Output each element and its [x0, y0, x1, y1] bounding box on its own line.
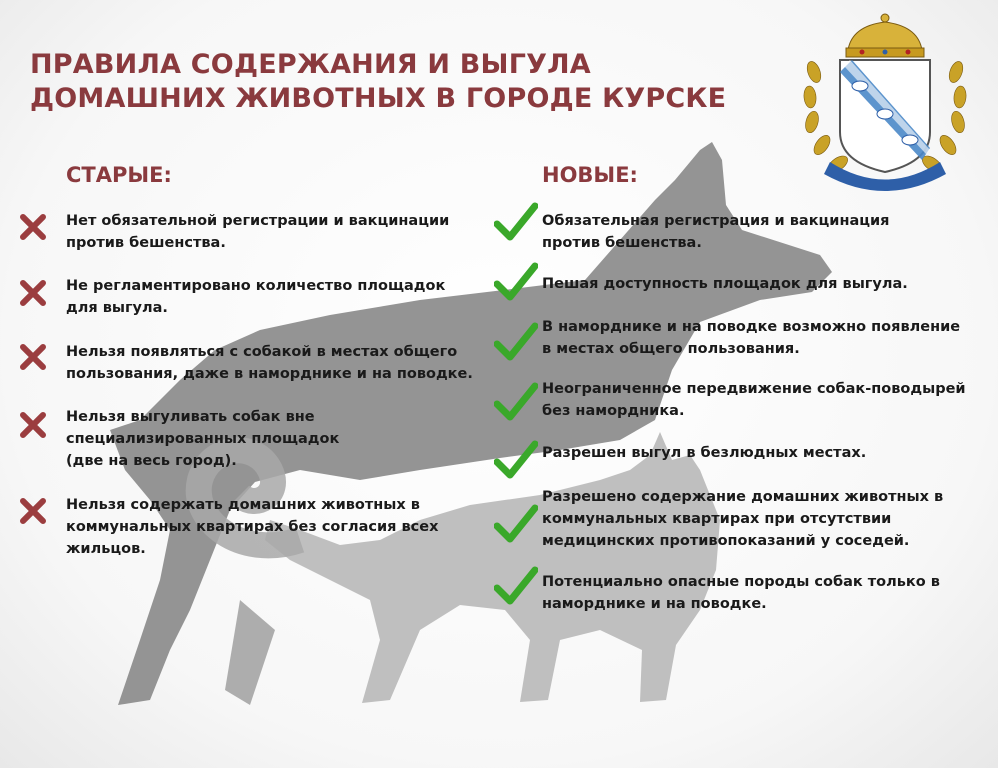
old-rules-heading: СТАРЫЕ:	[66, 163, 172, 187]
old-rule-item: Не регламентировано количество площадок для выгула.	[66, 278, 446, 316]
cross-icon	[18, 278, 48, 308]
cross-icon	[18, 342, 48, 372]
crown	[846, 14, 924, 57]
new-rule-item: Разрешен выгул в безлюдных местах.	[542, 445, 867, 461]
check-icon	[494, 202, 538, 242]
check-icon	[494, 262, 538, 302]
cross-icon	[18, 410, 48, 440]
dog-leg	[225, 600, 275, 705]
check-icon	[494, 440, 538, 480]
new-rule-item: В наморднике и на поводке возможно появление в местах общего пользования.	[542, 319, 961, 357]
new-rule-item: Обязательная регистрация и вакцинация против бешенства.	[542, 213, 890, 251]
old-rule-item: Нет обязательной регистрации и вакцинации против бешенства.	[66, 213, 450, 251]
cross-icon	[18, 212, 48, 242]
new-rule-item: Разрешено содержание домашних животных в коммунальных квартирах при отсутствии медицинских противопоказаний у соседей.	[542, 489, 944, 549]
kursk-coat-of-arms	[800, 12, 970, 202]
title-line-1: ПРАВИЛА СОДЕРЖАНИЯ И ВЫГУЛА	[30, 49, 591, 80]
old-rule-item: Нельзя выгуливать собак вне специализированных площадок (две на весь город).	[66, 409, 340, 469]
check-icon	[494, 382, 538, 422]
title-line-2: ДОМАШНИХ ЖИВОТНЫХ В ГОРОДЕ КУРСКЕ	[30, 83, 727, 114]
new-rule-item: Неограниченное передвижение собак-поводырей без намордника.	[542, 381, 966, 419]
old-rule-item: Нельзя появляться с собакой в местах общего пользования, даже в наморднике и на поводке.	[66, 344, 473, 382]
page-title	[30, 48, 790, 116]
check-icon	[494, 566, 538, 606]
check-icon	[494, 504, 538, 544]
old-rule-item: Нельзя содержать домашних животных в коммунальных квартирах без согласия всех жильцов.	[66, 497, 439, 557]
cross-icon	[18, 496, 48, 526]
check-icon	[494, 322, 538, 362]
new-rules-heading: НОВЫЕ:	[542, 163, 638, 187]
new-rule-item: Потенциально опасные породы собак только в наморднике и на поводке.	[542, 574, 940, 612]
new-rule-item: Пешая доступность площадок для выгула.	[542, 276, 908, 292]
